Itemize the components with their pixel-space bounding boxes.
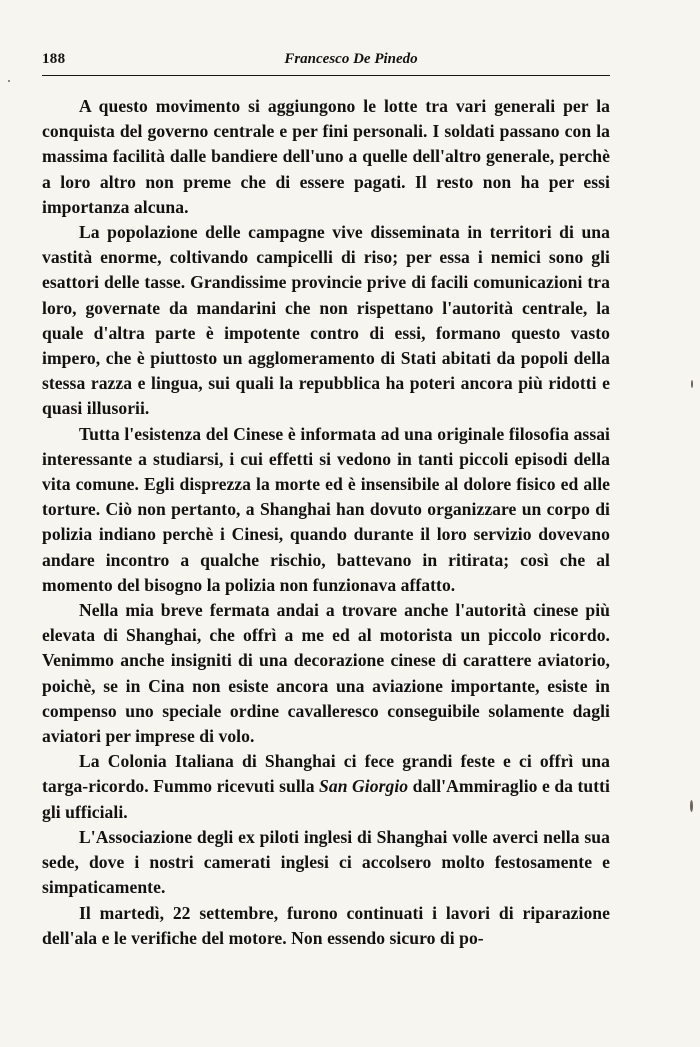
paragraph-7: Il martedì, 22 settembre, furono continuati i lavori di riparazione dell'ala e le verifiche del motore. Non essendo sicuro di po-	[42, 902, 610, 948]
ship-name: San Giorgio	[319, 776, 409, 797]
paragraph-5-end: dall'Ammiraglio e da tutti gli ufficiali.	[42, 776, 610, 822]
paragraph-4: Nella mia breve fermata andai a trovare anche l'autorità cinese più elevata di Shanghai, che offrì a me ed al motorista un piccolo ricordo. Venimmo anche insigniti di una decorazione cinese di carattere aviatorio, poichè, se in Cina non esiste ancora una aviazione importante, esiste in compenso uno speciale ordine cavalleresco conseguibile solamente dagli aviatori per imprese di volo.	[42, 600, 610, 747]
page-number: 188	[42, 51, 66, 67]
running-head: Francesco De Pinedo	[284, 51, 418, 67]
page-header	[42, 47, 610, 76]
scan-speck	[8, 80, 10, 82]
paragraph-5	[42, 749, 610, 825]
paragraph-3: Tutta l'esistenza del Cinese è informata ad una originale filosofia assai interessante a studiarsi, i cui effetti si vedono in tanti piccoli episodi della vita comune. Egli disprezza la morte ed è insensibile al dolore fisico ed alle torture. Ciò non pertanto, a Shanghai han dovuto organizzare un corpo di polizia indiano perchè i Cinesi, quando durante il loro servizio dovevano andare incontro a qualche rischio, battevano in ritirata; così che al momento del bisogno la polizia non funzionava affatto.	[42, 423, 610, 595]
paragraph-5-start: La Colonia Italiana di Shanghai ci fece grandi feste e ci offrì una targa-ricordo. Fummo ricevuti sulla	[42, 751, 610, 797]
paragraph-6: L'Associazione degli ex piloti inglesi di Shanghai volle averci nella sua sede, dove i nostri camerati inglesi ci accolsero molto festosamente e simpaticamente.	[42, 826, 610, 898]
paragraph-1: A questo movimento si aggiungono le lotte tra vari generali per la conquista del governo centrale e per fini personali. I soldati passano con la massima facilità dalle bandiere dell'uno a quelle dell'altro generale, perchè a loro altro non preme che di essere pagati. Il resto non ha per essi importanza alcuna.	[42, 96, 610, 217]
paragraph-2: La popolazione delle campagne vive disseminata in territori di una vastità enorme, coltivando campicelli di riso; per essa i nemici sono gli esattori delle tasse. Grandissime provincie prive di facili comunicazioni tra loro, governate da mandarini che non rispettano l'autorità centrale, la quale d'altra parte è impotente contro di essi, formano questo vasto impero, che è piuttosto un agglomeramento di Stati abitati da popoli della stessa razza e lingua, sui quali la repubblica ha poteri ancora più ridotti e quasi illusorii.	[42, 222, 610, 419]
scan-speck	[690, 800, 693, 812]
scan-speck	[691, 380, 693, 388]
body-text	[42, 94, 610, 951]
